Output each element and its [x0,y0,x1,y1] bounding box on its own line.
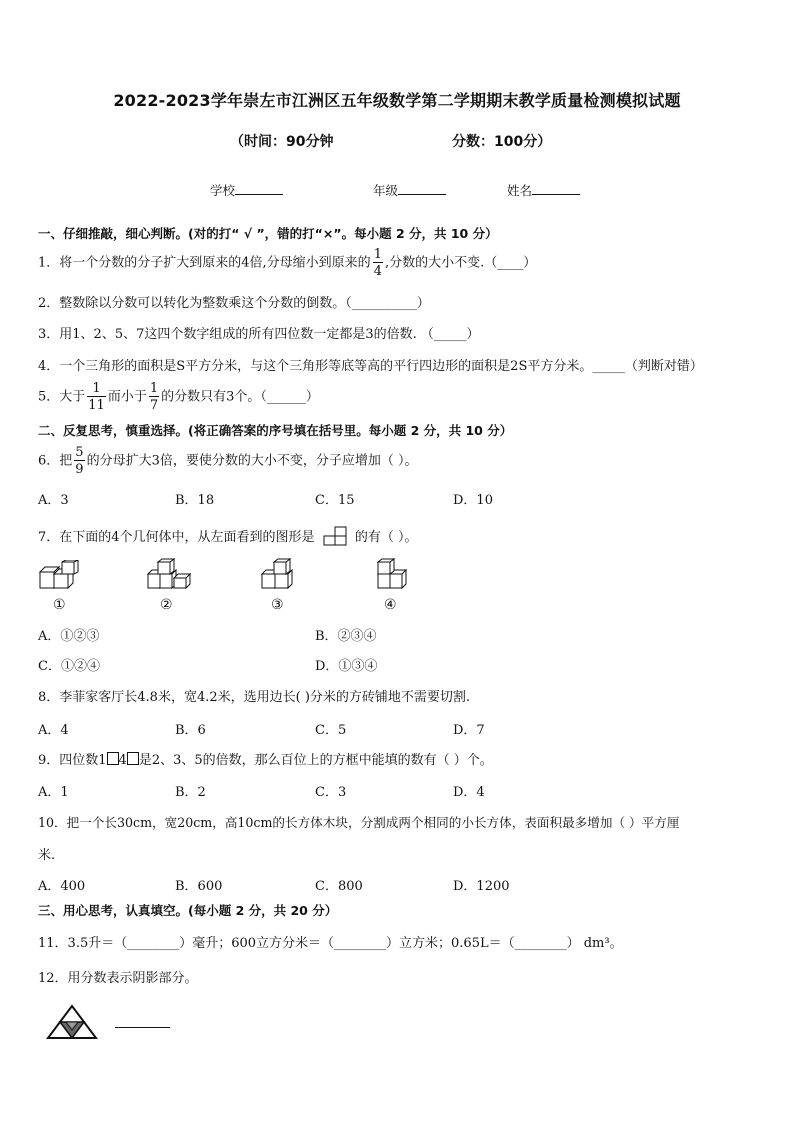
section-2-heading: 二、反复思考，慎重选择。(将正确答案的序号填在括号里。每小题 2 分，共 10 分） [38,423,513,438]
figure-label-3: ③ [271,597,284,613]
question-3: 3．用1、2、5、7这四个数字组成的所有四位数一定都是3的倍数. （_____） [38,327,480,342]
question-5: 5．大于 $\frac{1}{11}$ 而小于 $\frac{1}{7}$ 的分数只有3个。（______） [38,381,319,413]
cube-figure-2 [144,558,194,592]
question-12: 12．用分数表示阴影部分。 [38,971,198,986]
q10-option-d: D．1200 [453,879,510,894]
q8-option-a: A．4 [38,723,69,738]
figure-label-4: ④ [384,597,397,613]
q10-option-c: C．800 [315,879,363,894]
q9-option-c: C．3 [315,785,347,800]
fraction: $\frac{1}{7}$ [149,381,159,413]
section-3-heading: 三、用心思考，认真填空。(每小题 2 分，共 20 分） [38,903,338,918]
q10-option-b: B．600 [175,879,223,894]
question-7: 7．在下面的4个几何体中，从左面看到的图形是 的有（ ）。 [38,526,417,546]
question-9: 9．四位数1 4 是2、3、5的倍数，那么百位上的方框中能填的数有（ ）个。 [38,753,493,768]
grade-field: 年级 [373,181,446,199]
left-view-icon [322,526,348,546]
q9-option-b: B．2 [175,785,206,800]
school-field: 学校 [210,181,283,199]
question-11: 11．3.5升＝（________）毫升；600立方分米＝（________）立方米；0.65L＝（________） dm³。 [38,936,623,951]
fraction: $\frac{1}{4}$ [373,247,382,279]
figure-label-1: ① [53,597,66,613]
cube-figure-1 [36,560,92,592]
q6-option-d: D．10 [453,493,493,508]
q8-option-c: C．5 [315,723,347,738]
q7-option-b: B．②③④ [315,629,377,644]
question-1: 1．将一个分数的分子扩大到原来的4倍,分母缩小到原来的 $\frac{1}{4}$ ,分数的大小不变.（____） [38,247,537,279]
q6-option-a: A．3 [38,493,69,508]
q8-option-b: B．6 [175,723,206,738]
q6-option-b: B．18 [175,493,215,508]
question-10: 10．把一个长30cm，宽20cm，高10cm的长方体木块，分割成两个相同的小长方体，表面积最多增加（ ）平方厘 [38,815,680,830]
question-4: 4．一个三角形的面积是S平方分米，与这个三角形等底等高的平行四边形的面积是2S平方分米。_____（判断对错） [38,359,703,374]
question-2: 2．整数除以分数可以转化为整数乘这个分数的倒数。（__________） [38,296,430,311]
question-6: 6．把 $\frac{5}{9}$ 的分母扩大3倍，要使分数的大小不变，分子应增加（ ）。 [38,445,418,477]
answer-line [115,1027,170,1028]
q8-option-d: D．7 [453,723,485,738]
fraction: $\frac{5}{9}$ [75,445,84,477]
figure-label-2: ② [160,597,173,613]
cube-figure-3 [258,558,302,592]
cube-figure-4 [374,558,414,592]
question-10-cont: 米. [38,848,56,863]
name-field: 姓名 [507,181,580,199]
q7-option-a: A．①②③ [38,629,100,644]
q6-option-c: C．15 [315,493,355,508]
digit-box [127,752,139,765]
question-8: 8．李菲家客厅长4.8米，宽4.2米，选用边长( )分米的方砖铺地不需要切割. [38,690,471,705]
fraction: $\frac{1}{11}$ [88,381,105,413]
q9-option-d: D．4 [453,785,485,800]
q7-option-d: D．①③④ [315,659,378,674]
q10-option-a: A．400 [38,879,86,894]
page-title: 2022-2023学年崇左市江洲区五年级数学第二学期期末教学质量检测模拟试题 [113,91,681,110]
shaded-triangle-figure [46,1004,98,1040]
exam-time: （时间：90分钟 [230,134,334,150]
section-1-heading: 一、仔细推敲，细心判断。(对的打“ √ ”，错的打“×”。每小题 2 分，共 10 分） [38,226,498,241]
exam-score: 分数：100分） [452,134,552,150]
q7-option-c: C．①②④ [38,659,100,674]
q9-option-a: A．1 [38,785,69,800]
digit-box [107,752,119,765]
